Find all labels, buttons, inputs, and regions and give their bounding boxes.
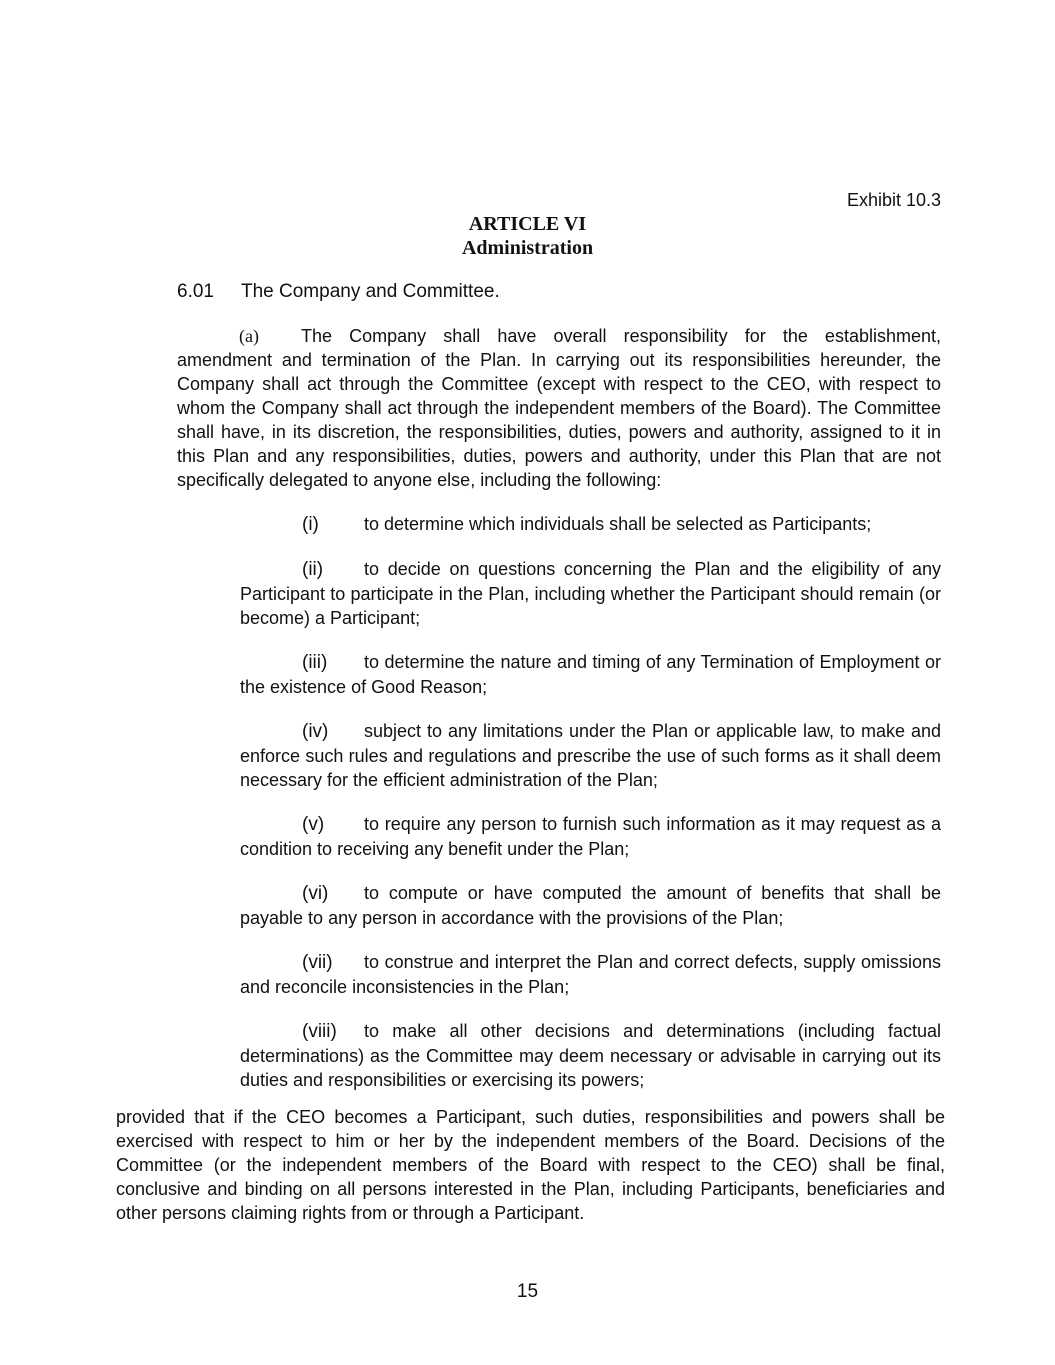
list-item bbox=[240, 812, 941, 861]
item-text: to require any person to furnish such information as it may request as a condition to receiving any benefit under the Plan; bbox=[240, 814, 941, 859]
section-heading bbox=[177, 280, 500, 304]
item-label: (viii) bbox=[302, 1021, 337, 1042]
paragraph-a-label: (a) bbox=[239, 326, 259, 346]
item-text: to determine the nature and timing of any Termination of Employment or the existence of Good Reason; bbox=[240, 652, 941, 697]
article-heading bbox=[0, 212, 1055, 260]
item-text: to compute or have computed the amount of benefits that shall be payable to any person in accordance with the provisions of the Plan; bbox=[240, 883, 941, 928]
page-number: 15 bbox=[516, 1281, 539, 1302]
item-label: (ii) bbox=[302, 559, 324, 580]
item-label: (vi) bbox=[302, 883, 329, 904]
item-text: to make all other decisions and determinations (including factual determinations) as the Committee may deem necessary or advisable in carrying out its duties and responsibilities or exercising its powers; bbox=[240, 1021, 941, 1090]
item-text: to construe and interpret the Plan and correct defects, supply omissions and reconcile inconsistencies in the Plan; bbox=[240, 952, 941, 997]
list-item bbox=[240, 719, 941, 792]
item-label: (iii) bbox=[302, 652, 328, 673]
paragraph-a bbox=[177, 324, 941, 492]
proviso-paragraph: provided that if the CEO becomes a Participant, such duties, responsibilities and powers shall be exercised with respect to him or her by the independent members of the Board. Decisions of the Committee (or the independent members of the Board with respect to the CEO) shall be final, conclusive and binding on all persons interested in the Plan, including Participants, beneficiaries and other persons claiming rights from or through a Participant. bbox=[116, 1107, 945, 1223]
item-label: (vii) bbox=[302, 952, 333, 973]
exhibit-label: Exhibit 10.3 bbox=[846, 190, 941, 210]
item-label: (iv) bbox=[302, 721, 329, 742]
article-subtitle: Administration bbox=[461, 237, 594, 259]
list-item bbox=[240, 512, 941, 537]
item-label: (i) bbox=[302, 514, 319, 535]
item-label: (v) bbox=[302, 814, 325, 835]
list-item bbox=[240, 881, 941, 930]
section-title: The Company and Committee. bbox=[241, 281, 500, 302]
list-item bbox=[240, 557, 941, 630]
item-text: to determine which individuals shall be selected as Participants; bbox=[364, 514, 872, 534]
article-title: ARTICLE VI bbox=[468, 213, 587, 235]
item-text: subject to any limitations under the Plan or applicable law, to make and enforce such rules and regulations and prescribe the use of such forms as it shall deem necessary for the efficient administration of the Plan; bbox=[240, 721, 941, 790]
item-list bbox=[240, 512, 941, 1112]
list-item bbox=[240, 950, 941, 999]
paragraph-a-text: The Company shall have overall responsibility for the establishment, amendment and termination of the Plan. In carrying out its responsibilities hereunder, the Company shall act through the Committee (except with respect to the CEO, with respect to whom the Company shall act through the independent members of the Board). The Committee shall have, in its discretion, the responsibilities, duties, powers and authority, assigned to it in this Plan and any responsibilities, duties, powers and authority, under this Plan that are not specifically delegated to anyone else, including the following: bbox=[177, 326, 941, 490]
list-item bbox=[240, 1019, 941, 1092]
list-item bbox=[240, 650, 941, 699]
item-text: to decide on questions concerning the Plan and the eligibility of any Participant to participate in the Plan, including whether the Participant should remain (or become) a Participant; bbox=[240, 559, 941, 628]
section-number: 6.01 bbox=[177, 281, 214, 302]
